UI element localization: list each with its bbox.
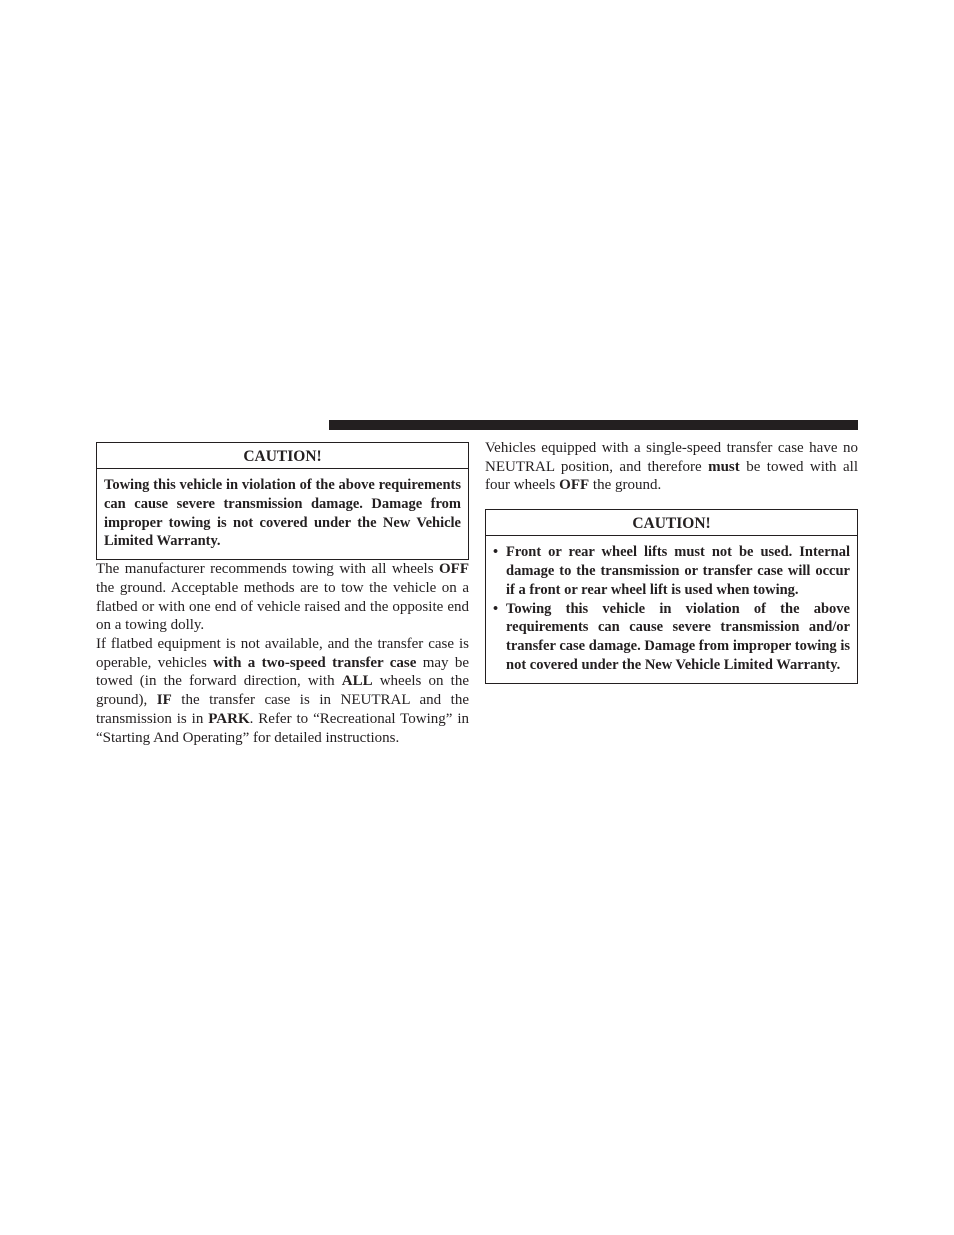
caution-box-left <box>96 442 469 560</box>
caution-list-right <box>486 536 857 683</box>
caution-item: • Towing this vehicle in violation of the above requirements can cause severe transmission and/or transfer case damage. Damage from improper towing is not covered under the New Vehicle Limited Warranty. <box>493 600 850 675</box>
caution-heading-right: CAUTION! <box>486 510 857 536</box>
caution-text-left: Towing this vehicle in violation of the above requirements can cause severe transmission damage. Damage from improper towing is not covered under the New Vehicle Limited Warranty. <box>104 477 461 550</box>
paragraph-single-speed: Vehicles equipped with a single-speed transfer case have no NEUTRAL position, and therefore must be towed with all four wheels OFF the ground. <box>485 440 858 494</box>
paragraph-flatbed-alternative: If flatbed equipment is not available, and the transfer case is operable, vehicles with a two-speed transfer case may be towed (in the forward direction, with ALL wheels on the ground), IF the transfer case is in NEUTRAL and the transmission is in PARK. Refer to “Recreational Towing” in “Starting And Operating” for detailed instructions. <box>96 636 470 746</box>
right-column <box>485 439 858 684</box>
caution-item: • Front or rear wheel lifts must not be used. Internal damage to the transmission or transfer case will occur if a front or rear wheel lift is used when towing. <box>493 543 850 599</box>
caution-box-right <box>485 509 858 684</box>
paragraph-tow-recommendation: The manufacturer recommends towing with all wheels OFF the ground. Acceptable methods are to tow the vehicle on a flatbed or with one end of vehicle raised and the opposite end on a towing dolly. <box>96 561 469 634</box>
left-column <box>96 442 469 747</box>
header-rule <box>329 420 858 430</box>
caution-heading-left: CAUTION! <box>97 443 468 469</box>
